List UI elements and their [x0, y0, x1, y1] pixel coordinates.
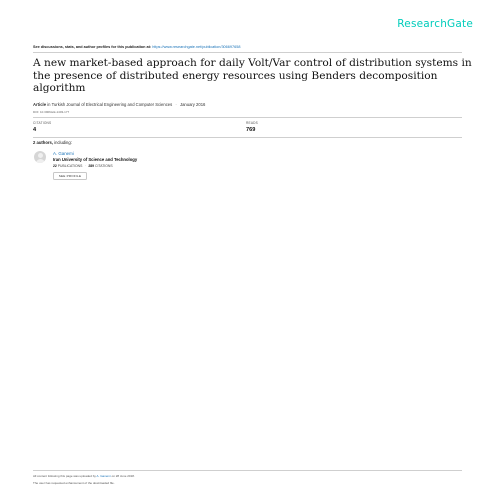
paper-meta — [33, 102, 205, 107]
publication-url-link[interactable]: https://www.researchgate.net/publication/306697658 — [152, 45, 241, 49]
authors-heading — [33, 140, 72, 145]
upload-notice-prefix: All content following this page was uploaded by — [33, 474, 96, 478]
author-publications-label: PUBLICATIONS — [57, 164, 83, 168]
author-citations-count: 289 — [88, 164, 95, 168]
in-label: in — [47, 102, 51, 107]
see-profile-button[interactable]: SEE PROFILE — [53, 172, 87, 180]
paper-title: A new market-based approach for daily Volt/Var control of distribution systems in the presence of distributed energy resources using Benders decomposition algorithm — [33, 57, 472, 95]
discussion-notice-text: See discussions, stats, and author profiles for this publication at: — [33, 45, 152, 49]
meta-divider — [33, 117, 462, 118]
footer-divider — [33, 470, 462, 471]
reads-count: 769 — [246, 127, 256, 133]
avatar-head-shape — [38, 153, 43, 158]
stats-divider — [33, 137, 462, 138]
reads-label: READS — [246, 121, 258, 125]
author-stats-separator: · — [84, 164, 86, 168]
citations-count: 4 — [33, 127, 37, 133]
researchgate-logo[interactable]: ResearchGate — [397, 18, 473, 30]
upload-notice-suffix: on 28 June 2018. — [111, 474, 135, 478]
author-citations-label: CITATIONS — [95, 164, 113, 168]
author-stats — [53, 164, 113, 168]
article-type-label: Article — [33, 102, 47, 107]
journal-name[interactable]: Turkish Journal of Electrical Engineering and Computer Sciences — [51, 102, 173, 107]
top-divider — [33, 52, 462, 53]
author-avatar[interactable] — [34, 151, 46, 163]
authors-suffix: including: — [54, 140, 72, 145]
uploader-name-link[interactable]: A. Ganemi — [96, 474, 111, 478]
author-name-link[interactable]: A. Ganemi — [53, 151, 74, 156]
citations-label: CITATIONS — [33, 121, 52, 125]
upload-notice — [33, 474, 135, 478]
discussion-notice — [33, 45, 240, 49]
meta-separator: · — [175, 102, 177, 107]
avatar-body-shape — [36, 159, 45, 164]
author-institution: Iran University of Science and Technology — [53, 157, 138, 162]
enhancement-notice: The user has requested enhancement of the downloaded file. — [33, 481, 115, 485]
publication-date: January 2016 — [179, 102, 206, 107]
authors-count: 2 authors, — [33, 140, 54, 145]
author-publications-count: 22 — [53, 164, 57, 168]
doi-text: DOI: 10.3906/elk-1403-177 — [33, 110, 70, 114]
